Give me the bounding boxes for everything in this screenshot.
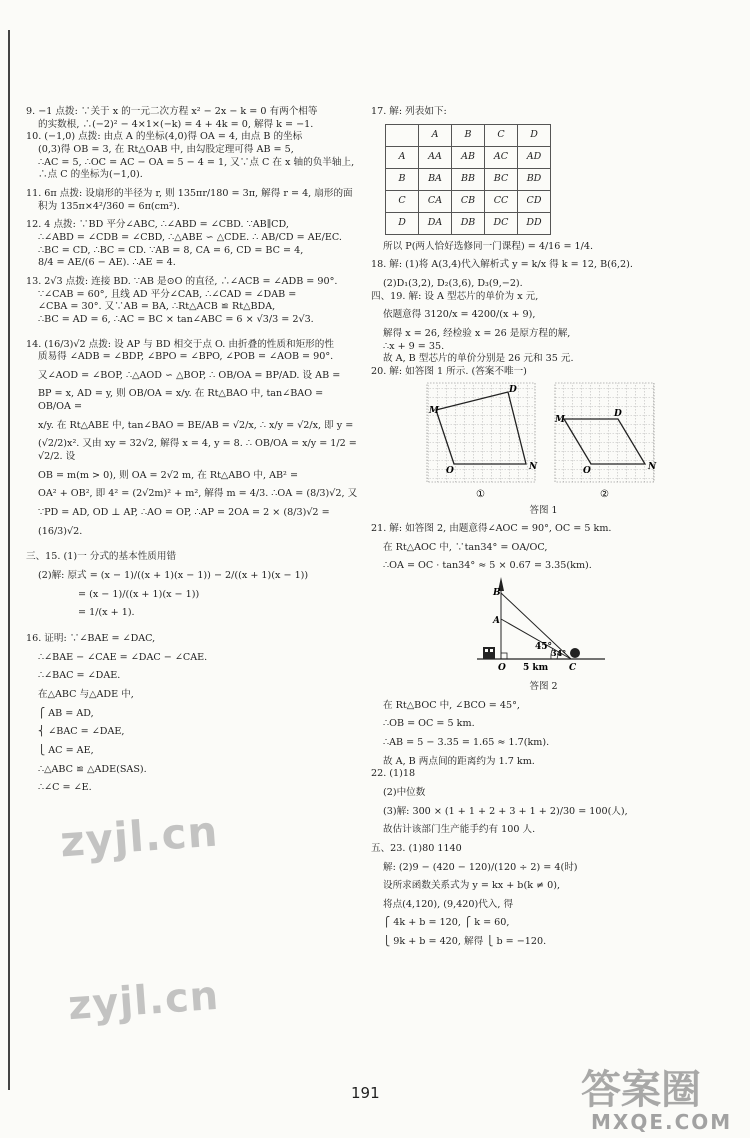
table-cell: BB [452,168,485,190]
q22-line-1: 22. (1)18 [371,768,416,780]
table-cell: BD [518,168,551,190]
q14-line-10: (16/3)√2. [38,525,83,537]
rocket-figure-svg [471,573,611,679]
q19-line-5: 故 A, B 型芯片的单价分别是 26 元和 35 元. [383,353,574,365]
figure-number-1: ① [476,488,485,500]
q10-line-3: ∴AC = 5, ∴OC = AC − OA = 5 − 4 = 1, 又∵点 C 在 x 轴的负半轴上, [38,156,355,168]
q17-line-1: 17. 解: 列表如下: [371,106,447,117]
q21-line-2: 在 Rt△AOC 中, ∵tan34° = OA/OC, [383,541,548,553]
watermark: zyjl.cn [66,972,221,1030]
q14-line-5: x/y. 在 Rt△ABE 中, tan∠BAO = BE/AB = √2/x, ∴ x/y = √2/x, 即 y = [38,419,354,431]
q21-line-6: ∴AB = 5 − 3.35 = 1.65 ≈ 1.7(km). [383,736,550,748]
table-cell: DC [485,212,518,234]
table-cell: D [518,124,551,146]
q10-line-2: (0,3)得 OB = 3, 在 Rt△OAB 中, 由勾股定理可得 AB = 5, [38,143,294,155]
answer-figure-2 [371,573,716,694]
table-row [386,168,551,190]
q15-line-3: = (x − 1)/((x + 1)(x − 1)) [78,588,200,600]
q21-line-3: ∴OA = OC · tan34° ≈ 5 × 0.67 = 3.35(km). [383,560,592,572]
logo-text-en: MXQE.COM [591,1110,733,1134]
q17-conclusion: 所以 P(两人恰好选修同一门课程) = 4/16 = 1/4. [383,240,594,252]
q14-line-4: BP = x, AD = y, 则 OB/OA = x/y. 在 Rt△BAO 中, tan∠BAO = OB/OA = [38,388,324,413]
right-column [371,106,716,949]
grid-figure-svg [419,379,669,503]
q21-line-5: ∴OB = OC = 5 km. [383,718,475,730]
q14-line-6: (√2/2)x². 又由 xy = 32√2, 解得 x = 4, y = 8. ∴ OB/OA = x/y = 1/2 = √2/2. 设 [38,438,357,463]
table-cell: AD [518,146,551,168]
page-spine-line [8,30,10,1090]
q23-line-1: 五、23. (1)80 1140 [371,842,462,854]
figure-2-caption: 答图 2 [529,681,558,693]
table-cell: DB [452,212,485,234]
q15-line-2: (2)解: 原式 = (x − 1)/((x + 1)(x − 1)) − 2/((x + 1)(x − 1)) [38,570,309,582]
table-cell: CA [419,190,452,212]
q22-line-4: 故估计该部门生产能手约有 100 人. [383,824,536,836]
building-window [490,649,493,652]
q16-brace-1: ⎧ AB = AD, [38,707,94,719]
figure-1-caption: 答图 1 [529,504,558,516]
table-cell: C [485,124,518,146]
answer-figure-1 [371,379,716,518]
grid-2 [555,383,654,482]
label-o: O [583,465,591,476]
q12-line-4: 8/4 = AE/(6 − AE). ∴AE = 4. [38,257,176,269]
q11-line-2: 积为 135π×4²/360 = 6π(cm²). [38,200,180,212]
table-cell: DD [518,212,551,234]
q11-line-1: 11. 6π 点拨: 设扇形的半径为 r, 则 135πr/180 = 3π, 解得 r = 4, 扇形的面 [26,187,353,199]
q16-line-4: 在△ABC 与△ADE 中, [38,688,134,700]
table-row [386,212,551,234]
right-angle-mark [501,653,507,659]
watermark: zyjl.cn [58,806,220,867]
label-34-degree: 34° [551,648,567,659]
q21-line-1: 21. 解: 如答图 2, 由题意得∠AOC = 90°, OC = 5 km. [371,523,612,535]
label-c: C [569,663,577,674]
probability-table [385,124,551,235]
radar-icon [570,648,580,658]
q20-line-1: 20. 解: 如答图 1 所示. (答案不唯一) [371,365,527,377]
q16-line-1: 16. 证明: ∵∠BAE = ∠DAC, [26,633,156,644]
table-cell: CD [518,190,551,212]
label-o: O [446,465,454,476]
q22-line-2: (2)中位数 [383,786,426,798]
q23-line-2: 解: (2)9 − (420 − 120)/(120 ÷ 2) = 4(时) [383,861,578,873]
q14-line-7: OB = m(m > 0), 则 OA = 2√2 m, 在 Rt△ABO 中, AB² = [38,469,298,481]
table-cell: DA [419,212,452,234]
q23-line-6: ⎩ 9k + b = 420, 解得 ⎩ b = −120. [383,936,547,948]
q16-line-6: ∴∠C = ∠E. [38,782,92,794]
table-cell: AB [452,146,485,168]
q22-line-3: (3)解: 300 × (1 + 1 + 2 + 3 + 1 + 2)/30 = 100(人), [383,805,628,817]
table-cell: AC [485,146,518,168]
q21-line-4: 在 Rt△BOC 中, ∠BCO = 45°, [383,699,520,711]
q18-line-2: (2)D₁(3,2), D₂(3,6), D₃(9,−2). [383,277,523,289]
q14-line-3: 又∠AOD = ∠BOP, ∴△AOD ∽ △BOP, ∴ OB/OA = BP/AD. 设 AB = [38,369,341,381]
label-m: M [429,405,439,416]
page-number: 191 [351,1084,380,1102]
table-cell: B [452,124,485,146]
q23-line-4: 将点(4,120), (9,420)代入, 得 [383,898,514,910]
table-cell: CB [452,190,485,212]
building-window [485,649,488,652]
q23-line-3: 设所求函数关系式为 y = kx + b(k ≠ 0), [383,880,561,892]
q9-line-1: 9. −1 点拨: ∵关于 x 的一元二次方程 x² − 2x − k = 0 有两个相等 [26,106,318,117]
site-logo [575,1058,740,1134]
label-n: N [648,461,657,472]
table-row [386,146,551,168]
label-d: D [509,384,517,395]
q19-line-4: ∴x + 9 = 35. [383,340,445,352]
table-cell: AA [419,146,452,168]
q14-line-1: 14. (16/3)√2 点拨: 设 AP 与 BD 相交于点 O. 由折叠的性质和矩形的性 [26,338,334,350]
q13-line-3: ∠CBA = 30°. 又∵AB = BA, ∴Rt△ACB ≌ Rt△BDA, [38,301,276,313]
table-row [386,190,551,212]
q15-line-4: = 1/(x + 1). [78,607,135,619]
table-cell: A [386,146,419,168]
table-cell: A [419,124,452,146]
q13-line-4: ∴BC = AD = 6, ∴AC = BC × tan∠ABC = 6 × √3/3 = 2√3. [38,313,314,325]
table-cell: D [386,212,419,234]
q13-line-1: 13. 2√3 点拨: 连接 BD. ∵AB 是⊙O 的直径, ∴∠ACB = ∠ADB = 90°. [26,275,338,287]
q19-line-1: 四、19. 解: 设 A 型芯片的单价为 x 元, [371,290,539,302]
q16-brace-2: ⎨ ∠BAC = ∠DAE, [38,726,125,738]
q23-line-5: ⎧ 4k + b = 120, ⎧ k = 60, [383,917,510,929]
label-a: A [493,616,500,627]
figure-number-2: ② [600,488,609,500]
table-cell: BA [419,168,452,190]
table-cell: CC [485,190,518,212]
q21-line-7: 故 A, B 两点间的距离约为 1.7 km. [383,755,535,767]
q16-line-2: ∴∠BAE − ∠CAE = ∠DAC − ∠CAE. [38,651,208,663]
q10-line-4: ∴点 C 的坐标为(−1,0). [38,169,143,181]
q14-line-9: ∵PD = AD, OD ⊥ AP, ∴AO = OP, ∴AP = 2OA = 2 × (8/3)√2 = [38,507,330,519]
q16-line-3: ∴∠BAC = ∠DAE. [38,670,121,682]
q15-line-1: 三、15. (1)一 分式的基本性质用错 [26,551,177,563]
label-5km: 5 km [523,663,549,674]
q19-line-2: 依题意得 3120/x = 4200/(x + 9), [383,309,536,321]
label-45-degree: 45° [535,642,553,653]
table-header-row [386,124,551,146]
logo-text-cn: 答案圈 [581,1067,701,1113]
table-cell [386,124,419,146]
q10-line-1: 10. (−1,0) 点拨: 由点 A 的坐标(4,0)得 OA = 4, 由点 B 的坐标 [26,131,303,143]
q19-line-3: 解得 x = 26, 经检验 x = 26 是原方程的解, [383,327,571,339]
q16-brace-3: ⎩ AC = AE, [38,744,94,756]
building-icon [483,647,495,659]
table-cell: BC [485,168,518,190]
label-d: D [614,408,622,419]
label-o: O [498,663,506,674]
q12-line-2: ∴∠ABD = ∠CDB = ∠CBD, ∴△ABE ∽ △CDE. ∴ AB/CD = AE/EC. [38,231,342,243]
q12-line-3: ∴BC = CD, ∴BC = CD. ∵AB = 8, CA = 6, CD = BC = 4, [38,244,304,256]
table-cell: B [386,168,419,190]
q13-line-2: ∵∠CAB = 60°, 且线 AD 平分∠CAB, ∴∠CAD = ∠DAB = [38,288,297,300]
label-m: M [555,414,565,425]
q16-line-5: ∴△ABC ≌ △ADE(SAS). [38,763,147,775]
q12-line-1: 12. 4 点拨: ∵BD 平分∠ABC, ∴∠ABD = ∠CBD. ∵AB∥CD, [26,219,289,231]
table-cell: C [386,190,419,212]
q9-line-2: 的实数根, ∴(−2)² − 4×1×(−k) = 4 + 4k = 0, 解得 k = −1. [38,118,314,130]
q14-line-8: OA² + OB², 即 4² = (2√2m)² + m², 解得 m = 4/3. ∴OA = (8/3)√2, 又 [38,488,358,500]
q14-line-2: 质易得 ∠ADB = ∠BDP, ∠BPO = ∠BPO, ∠POB = ∠AOB = 90°. [38,351,334,363]
q18-line-1: 18. 解: (1)将 A(3,4)代入解析式 y = k/x 得 k = 12, B(6,2). [371,259,633,271]
left-column [26,106,359,795]
label-n: N [529,461,538,472]
label-b: B [493,588,501,599]
